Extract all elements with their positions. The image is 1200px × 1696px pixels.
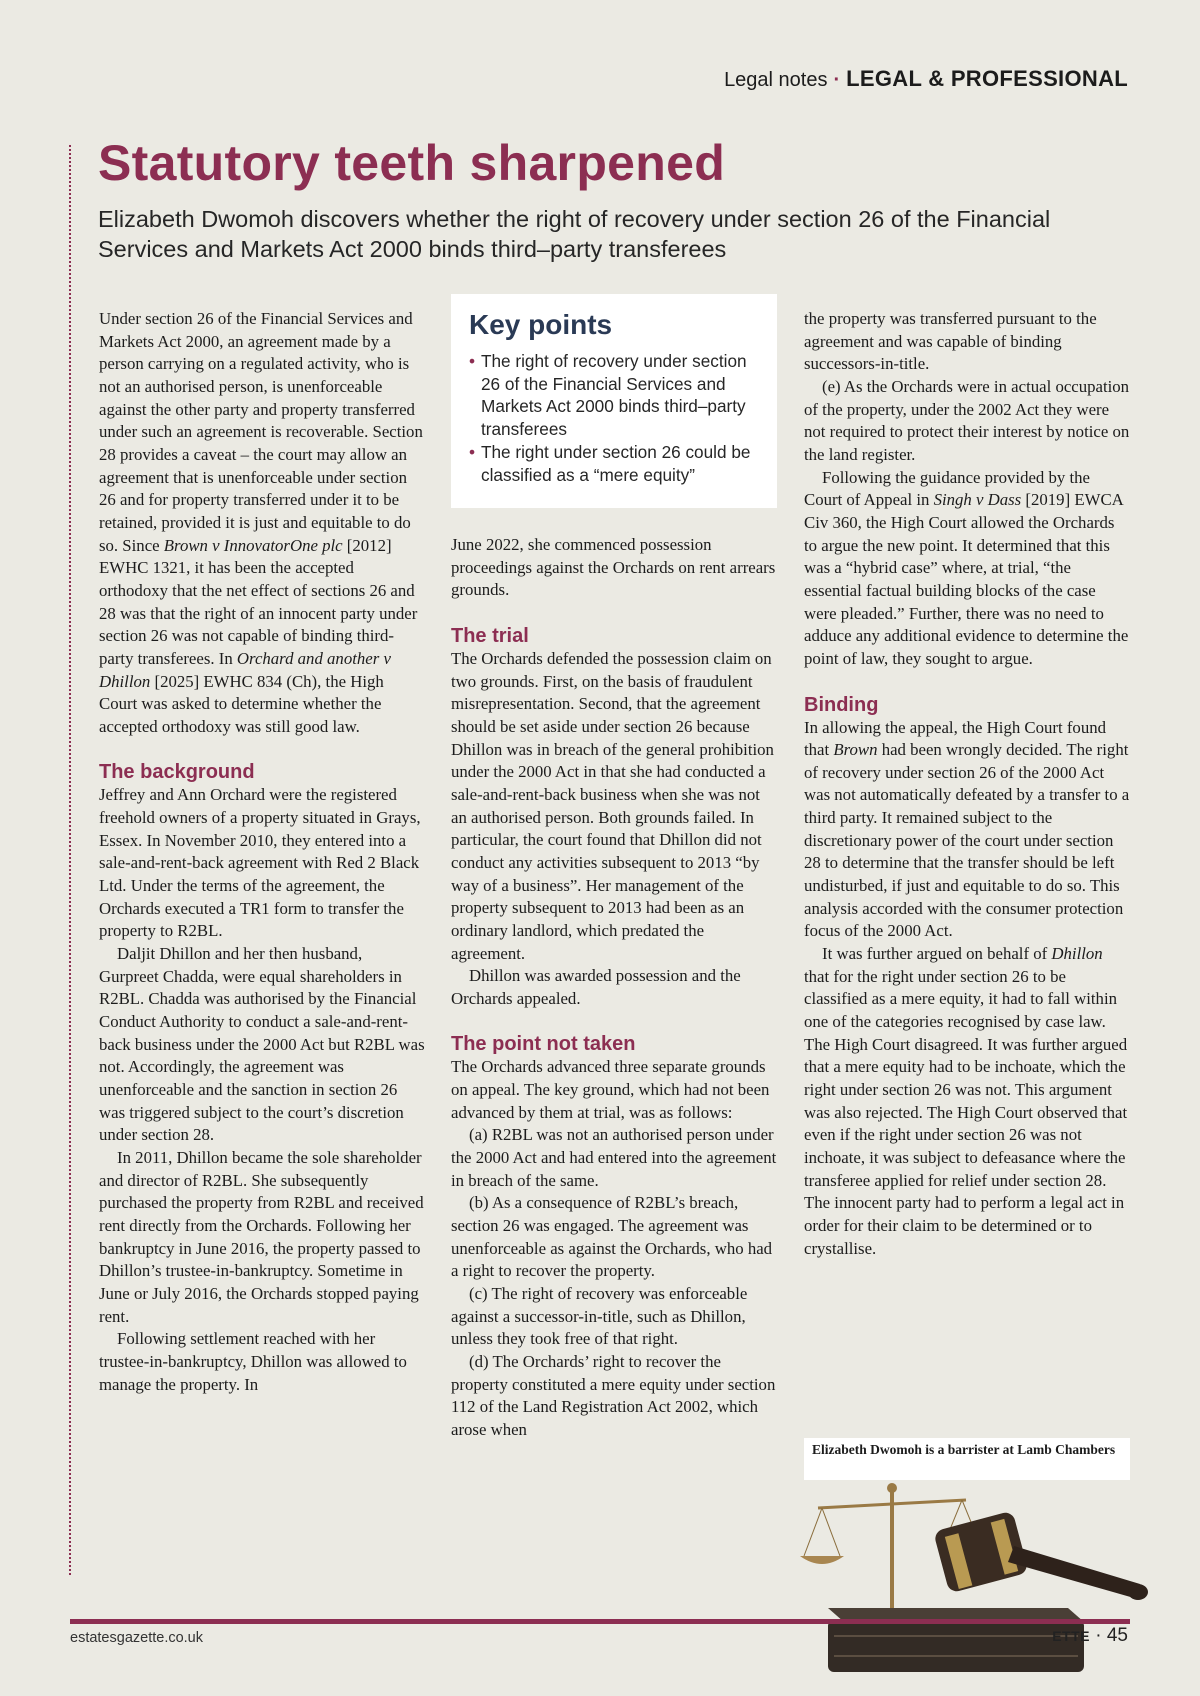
footer-page-info bbox=[1052, 1625, 1128, 1647]
section-header bbox=[724, 66, 1128, 92]
body-paragraph: Daljit Dhillon and her then husband, Gurpreet Chadda, were equal shareholders in R2BL. Chadda was authorised by the Financial Conduct Authority to conduct a sale-and-rent-back business under the 2000 Act but R2BL was not. Accordingly, the agreement was unenforceable and the sanction in section 26 was triggered subject to the court’s discretion under section 28. bbox=[99, 944, 425, 1145]
case-name: Orchard and another v Dhillon bbox=[99, 648, 391, 691]
body-paragraph: Following settlement reached with her trustee-in-bankruptcy, Dhillon was allowed to manage the property. In bbox=[99, 1329, 407, 1394]
body-paragraph: It was further argued on behalf of Dhillon that for the right under section 26 to be classified as a mere equity, it had to fall within one of the categories recognised by case law. The High Court disagreed. It was further argued that a mere equity had to be inchoate, which the right under section 26 was not. This argument was also rejected. The High Court observed that even if the right under section 26 was not inchoate, it was subject to defeasance where the transferee applied for relief under section 28. The innocent party had to perform a legal act in order for their claim to be determined or to crystallise. bbox=[804, 944, 1128, 1258]
ground-e: (e) As the Orchards were in actual occupation of the property, under the 2002 Act they were not required to protect their interest by notice on the land register. bbox=[804, 376, 1130, 464]
key-point-item: • The right under section 26 could be classified as a “mere equity” bbox=[469, 441, 761, 486]
key-points-box bbox=[451, 294, 777, 508]
subheading-background: The background bbox=[99, 761, 255, 784]
case-name: Brown v InnovatorOne plc bbox=[163, 535, 343, 555]
section-label: Legal notes bbox=[724, 69, 828, 91]
subheading-binding: Binding bbox=[804, 693, 879, 716]
subheading-point-not-taken: The point not taken bbox=[451, 1033, 636, 1056]
body-paragraph: Jeffrey and Ann Orchard were the registered freehold owners of a property situated in Grays, Essex. In November 2010, they entered into a sale-and-rent-back agreement with Red 2 Black Ltd. Under the terms of the agreement, the Orchards executed a TR1 form to transfer the property to R2BL. bbox=[99, 785, 421, 941]
body-paragraph: Following the guidance provided by the Court of Appeal in Singh v Dass [2019] EWCA Civ 360, the High Court allowed the Orchards to argue the new point. It determined that this was a “hybrid case” where, at trial, “the essential factual building blocks of the case were pleaded.” Further, there was no need to adduce any additional evidence to determine the point of law, they sought to argue. bbox=[804, 467, 1129, 668]
standfirst: Elizabeth Dwomoh discovers whether the right of recovery under section 26 of the Financial Services and Markets Act 2000 binds third–party transferees bbox=[98, 206, 1051, 262]
case-name: Brown bbox=[833, 740, 878, 760]
key-points-list bbox=[469, 350, 761, 486]
footer-website: estatesgazette.co.uk bbox=[70, 1630, 203, 1646]
body-paragraph: Dhillon was awarded possession and the Orchards appealed. bbox=[451, 966, 741, 1008]
category-label: LEGAL & PROFESSIONAL bbox=[846, 66, 1128, 91]
author-bio: Elizabeth Dwomoh is a barrister at Lamb Chambers bbox=[804, 1438, 1130, 1480]
article-column-3 bbox=[804, 308, 1130, 1260]
key-point-item: • The right of recovery under section 26 of the Financial Services and Markets Act 2000 binds third–party transferees bbox=[469, 350, 761, 441]
ground-b: (b) As a consequence of R2BL’s breach, section 26 was engaged. The agreement was unenforceable as against the Orchards, who had a right to recover the property. bbox=[451, 1193, 773, 1281]
key-points-heading: Key points bbox=[469, 309, 613, 340]
body-paragraph: June 2022, she commenced possession proceedings against the Orchards on rent arrears grounds. bbox=[451, 535, 776, 600]
body-paragraph: The Orchards advanced three separate grounds on appeal. The key ground, which had not been advanced by them at trial, was as follows: bbox=[451, 1057, 770, 1122]
scales-of-justice-and-gavel-icon bbox=[800, 1480, 1180, 1680]
article-column-2 bbox=[451, 534, 777, 1442]
case-name: Singh v Dass bbox=[933, 490, 1022, 510]
subheading-trial: The trial bbox=[451, 624, 529, 647]
body-paragraph: the property was transferred pursuant to the agreement and was capable of binding successors-in-title. bbox=[804, 309, 1097, 374]
party-name: Dhillon bbox=[1051, 944, 1103, 964]
article-column-1 bbox=[99, 308, 425, 1396]
body-paragraph: In 2011, Dhillon became the sole shareholder and director of R2BL. She subsequently purchased the property from R2BL and received rent directly from the Orchards. Following her bankruptcy in June 2016, the property passed to Dhillon’s trustee-in-bankruptcy. Sometime in June or July 2016, the Orchards stopped paying rent. bbox=[99, 1147, 424, 1326]
body-paragraph: In allowing the appeal, the High Court found that Brown had been wrongly decided. The right of recovery under section 26 of the 2000 Act was not automatically defeated by a transfer to a third party. It remained subject to the discretionary power of the court under section 28 to determine that the transfer should be left undisturbed, if just and equitable to do so. This analysis accorded with the consumer protection focus of the 2000 Act. bbox=[804, 717, 1130, 941]
footer-rule bbox=[70, 1619, 1130, 1624]
ground-d: (d) The Orchards’ right to recover the property constituted a mere equity under section 112 of the Land Registration Act 2002, which arose when bbox=[451, 1352, 776, 1439]
dotted-rule bbox=[69, 145, 71, 1575]
header-separator: · bbox=[833, 69, 841, 91]
body-paragraph: The Orchards defended the possession claim on two grounds. First, on the basis of fraudulent misrepresentation. Second, that the agreement should be set aside under section 26 because Dhillon was in breach of the general prohibition under the 2000 Act in that she had conducted a sale-and-rent-back business when she was not an authorised person. Both grounds failed. In particular, the court found that Dhillon did not conduct any activities subsequent to 2013 “by way of a business”. Her management of the property subsequent to 2013 had been as an ordinary landlord, which predated the agreement. bbox=[451, 648, 774, 963]
page-title: Statutory teeth sharpened bbox=[98, 135, 726, 191]
footer-separator: · bbox=[1095, 1625, 1102, 1646]
page-number: 45 bbox=[1106, 1625, 1128, 1646]
intro-paragraph: Under section 26 of the Financial Services and Markets Act 2000, an agreement made by a person carrying on a regulated activity, who is not an authorised person, is unenforceable against the other party and property transferred under such an agreement is recoverable. Section 28 provides a caveat – the court may allow an agreement that is unenforceable under section 26 and for property transferred under it to be retained, provided it is just and equitable to do so. Since Brown v InnovatorOne plc [2012] EWHC 1321, it has been the accepted orthodoxy that the net effect of sections 26 and 28 was that the right of an innocent party under section 26 was not capable of binding third-party transferees. In Orchard and another v Dhillon [2025] EWHC 834 (Ch), the High Court was asked to determine whether the accepted orthodoxy was still good law. bbox=[99, 309, 423, 736]
magazine-name-fragment: ETTE bbox=[1052, 1628, 1090, 1644]
ground-a: (a) R2BL was not an authorised person under the 2000 Act and had entered into the agreement in breach of the same. bbox=[451, 1125, 777, 1190]
ground-c: (c) The right of recovery was enforceable against a successor-in-title, such as Dhillon, unless they took free of that right. bbox=[451, 1284, 748, 1349]
